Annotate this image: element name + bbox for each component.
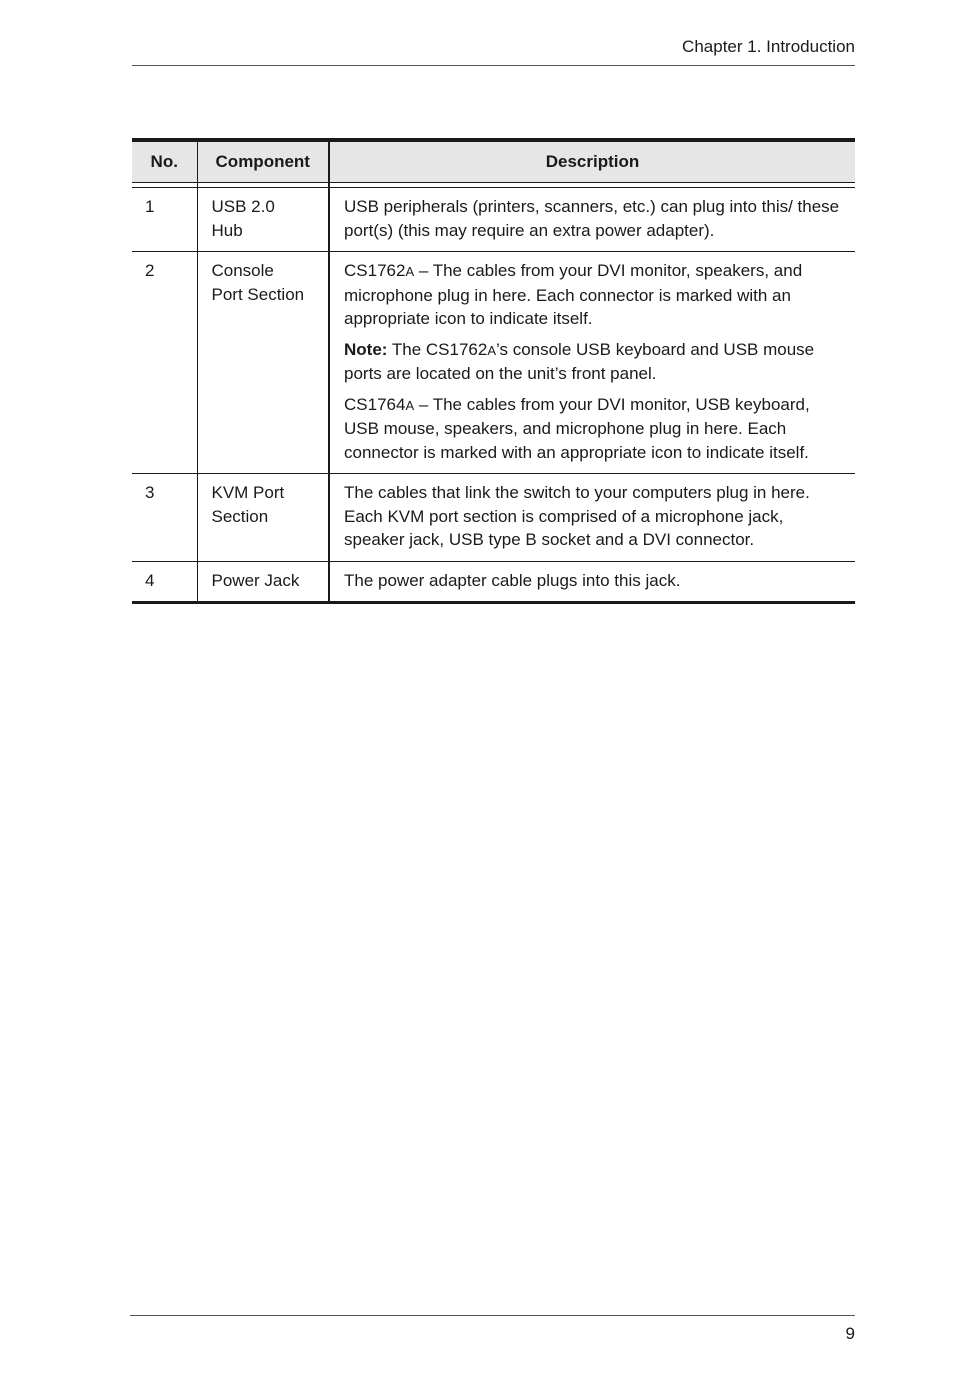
table-row [132,474,855,562]
row-description: The power adapter cable plugs into this jack. [329,561,855,603]
description-note: Note: The CS1762A’s console USB keyboard and USB mouse ports are located on the unit’s front panel. [344,339,815,383]
column-header-no: No. [132,140,197,183]
component-table [132,138,855,604]
row-component: KVM Port Section [197,474,329,562]
row-component: USB 2.0 Hub [197,188,329,252]
row-component: Power Jack [197,561,329,603]
row-component: Console Port Section [197,252,329,474]
table-row [132,188,855,252]
row-number: 4 [132,561,197,603]
table-row [132,252,855,474]
row-description: The cables that link the switch to your computers plug in here. Each KVM port section is comprised of a microphone jack, speaker jack, USB type B socket and a DVI connector. [329,474,855,562]
row-number: 1 [132,188,197,252]
page-number: 9 [845,1324,855,1343]
description-paragraph-cs1762a: CS1762A – The cables from your DVI monitor, speakers, and microphone plug in here. Each connector is marked with an appropriate icon to indicate itself. [344,261,803,328]
row-description [329,252,855,474]
chapter-title: Chapter 1. Introduction [682,37,855,56]
note-label: Note: [344,339,388,359]
column-header-component: Component [197,140,329,183]
row-number: 2 [132,252,197,474]
column-header-description: Description [329,140,855,183]
table-header-row [132,140,855,183]
page-header [132,36,855,66]
row-number: 3 [132,474,197,562]
page-footer [130,1315,855,1344]
table-row [132,561,855,603]
row-description: USB peripherals (printers, scanners, etc.) can plug into this/ these port(s) (this may require an extra power adapter). [329,188,855,252]
description-paragraph-cs1764a: CS1764A – The cables from your DVI monitor, USB keyboard, USB mouse, speakers, and microphone plug in here. Each connector is marked with an appropriate icon to indicate itself. [344,394,810,462]
component-table-container [132,138,855,604]
